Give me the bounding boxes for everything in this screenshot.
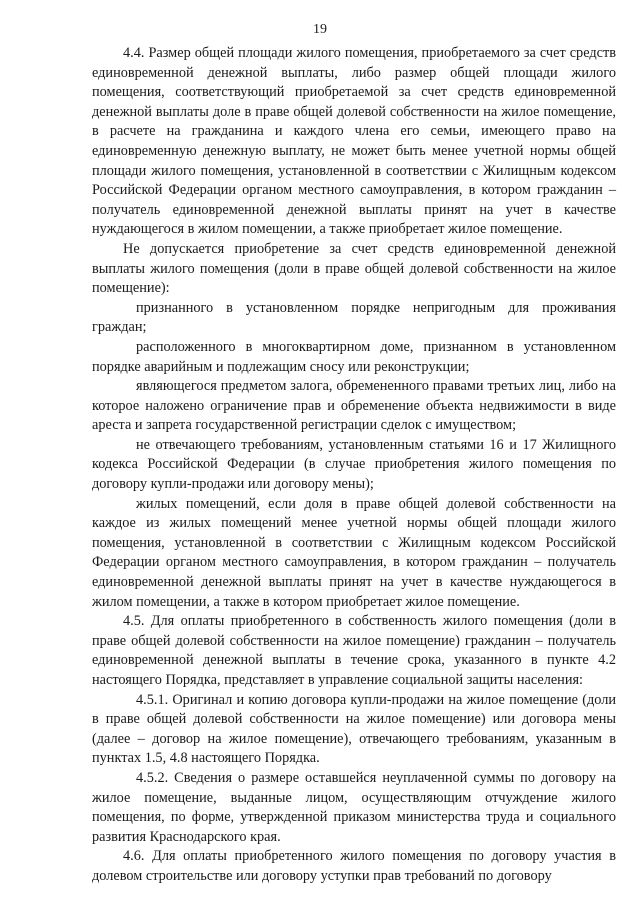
paragraph-4-4: 4.4. Размер общей площади жилого помещения, приобретаемого за счет средств единовременной денежной выплаты, либо размер общей площади жилого помещения, соответствующий приобретаемой за счет средств единовременной денежной выплаты доле в праве общей долевой собственности на жилое помещение, в расчете на гражданина и каждого члена его семьи, имеющего право на единовременную денежную выплату, не может быть менее учетной нормы общей площади жилого помещения, установленной в соответствии с Жилищным кодексом Российской Федерации органом местного самоуправления, в котором гражданин – получатель единовременной денежной выплаты принят на учет в качестве нуждающегося в жилом помещении, а также приобретает жилое помещение.	[92, 45, 616, 238]
paragraph-4-6: 4.6. Для оплаты приобретенного жилого помещения по договору участия в долевом строительстве или договору уступки прав требований по договору	[92, 848, 616, 884]
page-number: 19	[313, 22, 327, 37]
paragraph-4-5-1: 4.5.1. Оригинал и копию договора купли-продажи на жилое помещение (доли в праве общей долевой собственности на жилое помещение) или договора мены (далее – договор на жилое помещение), отвечающего требованиям, указанным в пунктах 1.5, 4.8 настоящего Порядка.	[92, 691, 616, 767]
list-item-pledge: являющегося предметом залога, обремененного правами третьих лиц, либо на которое наложено ограничение прав и обременение объекта недвижимости в виде ареста и запрета государственной регистрации сделок с имуществом;	[92, 378, 616, 434]
paragraph-4-5: 4.5. Для оплаты приобретенного в собственность жилого помещения (доли в праве общей долевой собственности на жилое помещение) гражданин – получатель единовременной денежной выплаты в течение срока, указанного в пункте 4.2 настоящего Порядка, представляет в управление социальной защиты населения:	[92, 613, 616, 688]
list-item-emergency: расположенного в многоквартирном доме, признанном в установленном порядке аварийным и подлежащим сносу или реконструкции;	[92, 338, 616, 375]
paragraph-4-5-2: 4.5.2. Сведения о размере оставшейся неуплаченной суммы по договору на жилое помещение, выданные лицом, осуществляющим отчуждение жилого помещения, по форме, утвержденной приказом министерства труда и социального развития Краснодарского края.	[92, 769, 616, 845]
list-item-unfit: признанного в установленном порядке непригодным для проживания граждан;	[92, 299, 616, 336]
list-item-shares: жилых помещений, если доля в праве общей долевой собственности на каждое из жилых помещений менее учетной нормы общей площади жилого помещения, установленной в соответствии с Жилищным кодексом Российской Федерации органом местного самоуправления, в котором гражданин – получатель единовременной денежной выплаты принят на учет в качестве нуждающегося в жилом помещении, а также в котором приобретает жилое помещение.	[92, 495, 616, 610]
paragraph-restrictions-intro: Не допускается приобретение за счет средств единовременной денежной выплаты жилого помещения (доли в праве общей долевой собственности на жилое помещение):	[92, 240, 616, 297]
document-body	[92, 44, 616, 887]
list-item-requirements: не отвечающего требованиям, установленным статьями 16 и 17 Жилищного кодекса Российской Федерации (в случае приобретения жилого помещения по договору купли-продажи или договору мены);	[92, 436, 616, 493]
